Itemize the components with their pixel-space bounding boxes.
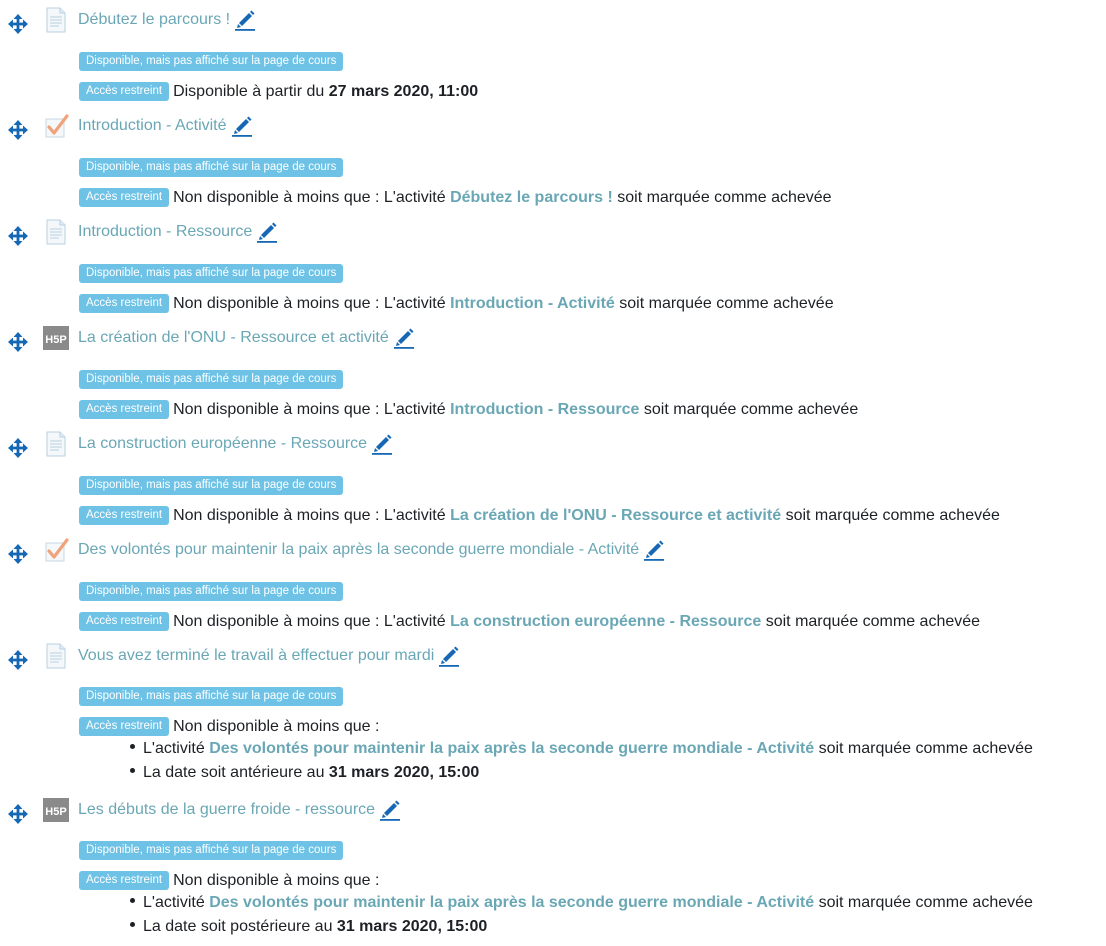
bullet	[130, 744, 135, 749]
activity-prefix: L'activité	[383, 612, 446, 630]
page-icon	[42, 6, 70, 34]
activity-prefix: L'activité	[383, 188, 446, 206]
h5p-icon	[42, 796, 70, 824]
h5p-icon	[42, 324, 70, 352]
bullet	[130, 768, 135, 773]
dependency-link[interactable]: La création de l'ONU - Ressource et activité	[450, 506, 782, 524]
condition-item	[130, 894, 1033, 912]
condition-prefix: Non disponible à moins que :	[173, 871, 380, 889]
completed-suffix: soit marquée comme achevée	[818, 894, 1033, 911]
condition-prefix: Non disponible à moins que :	[173, 400, 380, 418]
checkmark-icon	[42, 112, 70, 140]
completed-suffix: soit marquée comme achevée	[818, 740, 1033, 757]
visibility-badge: Disponible, mais pas affiché sur la page de cours	[79, 370, 343, 389]
visibility-badge: Disponible, mais pas affiché sur la page de cours	[79, 476, 343, 495]
condition-prefix: Non disponible à moins que :	[173, 188, 380, 206]
restriction-date: 27 mars 2020, 11:00	[328, 82, 479, 100]
condition-item	[130, 764, 479, 782]
dependency-link[interactable]: Introduction - Ressource	[450, 400, 640, 418]
page-icon	[42, 642, 70, 670]
condition-date: 31 mars 2020, 15:00	[336, 918, 488, 935]
activity-link[interactable]	[78, 539, 665, 561]
restricted-badge: Accès restreint	[79, 294, 169, 313]
activity-title: Débutez le parcours !	[78, 11, 231, 28]
restricted-badge: Accès restreint	[79, 612, 169, 631]
restriction-info	[79, 294, 834, 313]
restriction-info	[79, 82, 478, 101]
completed-suffix: soit marquée comme achevée	[619, 294, 834, 312]
activity-link[interactable]	[78, 327, 415, 349]
visibility-badge: Disponible, mais pas affiché sur la page de cours	[79, 264, 343, 283]
activity-title: La construction européenne - Ressource	[78, 435, 368, 452]
restricted-badge: Accès restreint	[79, 400, 169, 419]
completed-suffix: soit marquée comme achevée	[765, 612, 981, 630]
edit-icon[interactable]	[643, 539, 665, 561]
edit-icon[interactable]	[256, 221, 278, 243]
visibility-badge: Disponible, mais pas affiché sur la page de cours	[79, 582, 343, 601]
move-icon[interactable]	[8, 544, 28, 564]
restriction-info	[79, 506, 1000, 525]
visibility-badge: Disponible, mais pas affiché sur la page de cours	[79, 841, 343, 860]
condition-date: 31 mars 2020, 15:00	[328, 764, 480, 781]
edit-icon[interactable]	[371, 433, 393, 455]
visibility-badge: Disponible, mais pas affiché sur la page de cours	[79, 687, 343, 706]
activity-title: Introduction - Ressource	[78, 223, 253, 240]
completed-suffix: soit marquée comme achevée	[643, 400, 859, 418]
checkmark-icon	[42, 536, 70, 564]
activity-prefix: L'activité	[383, 400, 446, 418]
activity-title: Les débuts de la guerre froide - ressource	[78, 801, 376, 818]
move-icon[interactable]	[8, 14, 28, 34]
restriction-text: Disponible à partir du	[173, 82, 325, 100]
page-icon	[42, 218, 70, 246]
restricted-badge: Accès restreint	[79, 506, 169, 525]
condition-item	[130, 740, 1033, 758]
move-icon[interactable]	[8, 650, 28, 670]
completed-suffix: soit marquée comme achevée	[785, 506, 1000, 524]
activity-prefix: L'activité	[383, 506, 446, 524]
dependency-link[interactable]: Débutez le parcours !	[450, 188, 613, 206]
date-condition-text: La date soit postérieure au	[143, 918, 333, 935]
bullet	[130, 898, 135, 903]
activity-title: La création de l'ONU - Ressource et activité	[78, 329, 389, 346]
activity-title: Des volontés pour maintenir la paix après la seconde guerre mondiale - Activité	[78, 541, 640, 558]
activity-link[interactable]	[78, 433, 393, 455]
activity-link[interactable]	[78, 221, 278, 243]
restriction-info	[79, 188, 832, 207]
move-icon[interactable]	[8, 332, 28, 352]
condition-prefix: Non disponible à moins que :	[173, 717, 380, 735]
activity-link[interactable]	[78, 115, 253, 137]
restricted-badge: Accès restreint	[79, 188, 169, 207]
visibility-badge: Disponible, mais pas affiché sur la page de cours	[79, 52, 343, 71]
condition-prefix: Non disponible à moins que :	[173, 612, 380, 630]
activity-link[interactable]	[78, 645, 460, 667]
activity-link[interactable]	[78, 799, 401, 821]
completed-suffix: soit marquée comme achevée	[617, 188, 832, 206]
edit-icon[interactable]	[231, 115, 253, 137]
restriction-info	[79, 400, 858, 419]
bullet	[130, 922, 135, 927]
page-icon	[42, 430, 70, 458]
visibility-badge: Disponible, mais pas affiché sur la page de cours	[79, 158, 343, 177]
move-icon[interactable]	[8, 120, 28, 140]
restricted-badge: Accès restreint	[79, 871, 169, 890]
edit-icon[interactable]	[234, 9, 256, 31]
dependency-link[interactable]: Introduction - Activité	[450, 294, 615, 312]
restriction-info	[79, 717, 379, 736]
condition-prefix: Non disponible à moins que :	[173, 506, 380, 524]
activity-title: Vous avez terminé le travail à effectuer pour mardi	[78, 647, 435, 664]
condition-prefix: Non disponible à moins que :	[173, 294, 380, 312]
activity-title: Introduction - Activité	[78, 117, 227, 134]
condition-item	[130, 918, 487, 936]
restriction-info	[79, 612, 980, 631]
activity-link[interactable]	[78, 9, 256, 31]
edit-icon[interactable]	[438, 645, 460, 667]
dependency-link[interactable]: La construction européenne - Ressource	[450, 612, 762, 630]
edit-icon[interactable]	[379, 799, 401, 821]
date-condition-text: La date soit antérieure au	[143, 764, 325, 781]
move-icon[interactable]	[8, 438, 28, 458]
activity-prefix: L'activité	[143, 740, 205, 757]
restriction-info	[79, 871, 379, 890]
dependency-link[interactable]: Des volontés pour maintenir la paix après la seconde guerre mondiale - Activité	[209, 740, 815, 757]
edit-icon[interactable]	[393, 327, 415, 349]
dependency-link[interactable]: Des volontés pour maintenir la paix après la seconde guerre mondiale - Activité	[209, 894, 815, 911]
activity-prefix: L'activité	[383, 294, 446, 312]
restricted-badge: Accès restreint	[79, 82, 169, 101]
restricted-badge: Accès restreint	[79, 717, 169, 736]
activity-prefix: L'activité	[143, 894, 205, 911]
move-icon[interactable]	[8, 804, 28, 824]
move-icon[interactable]	[8, 226, 28, 246]
